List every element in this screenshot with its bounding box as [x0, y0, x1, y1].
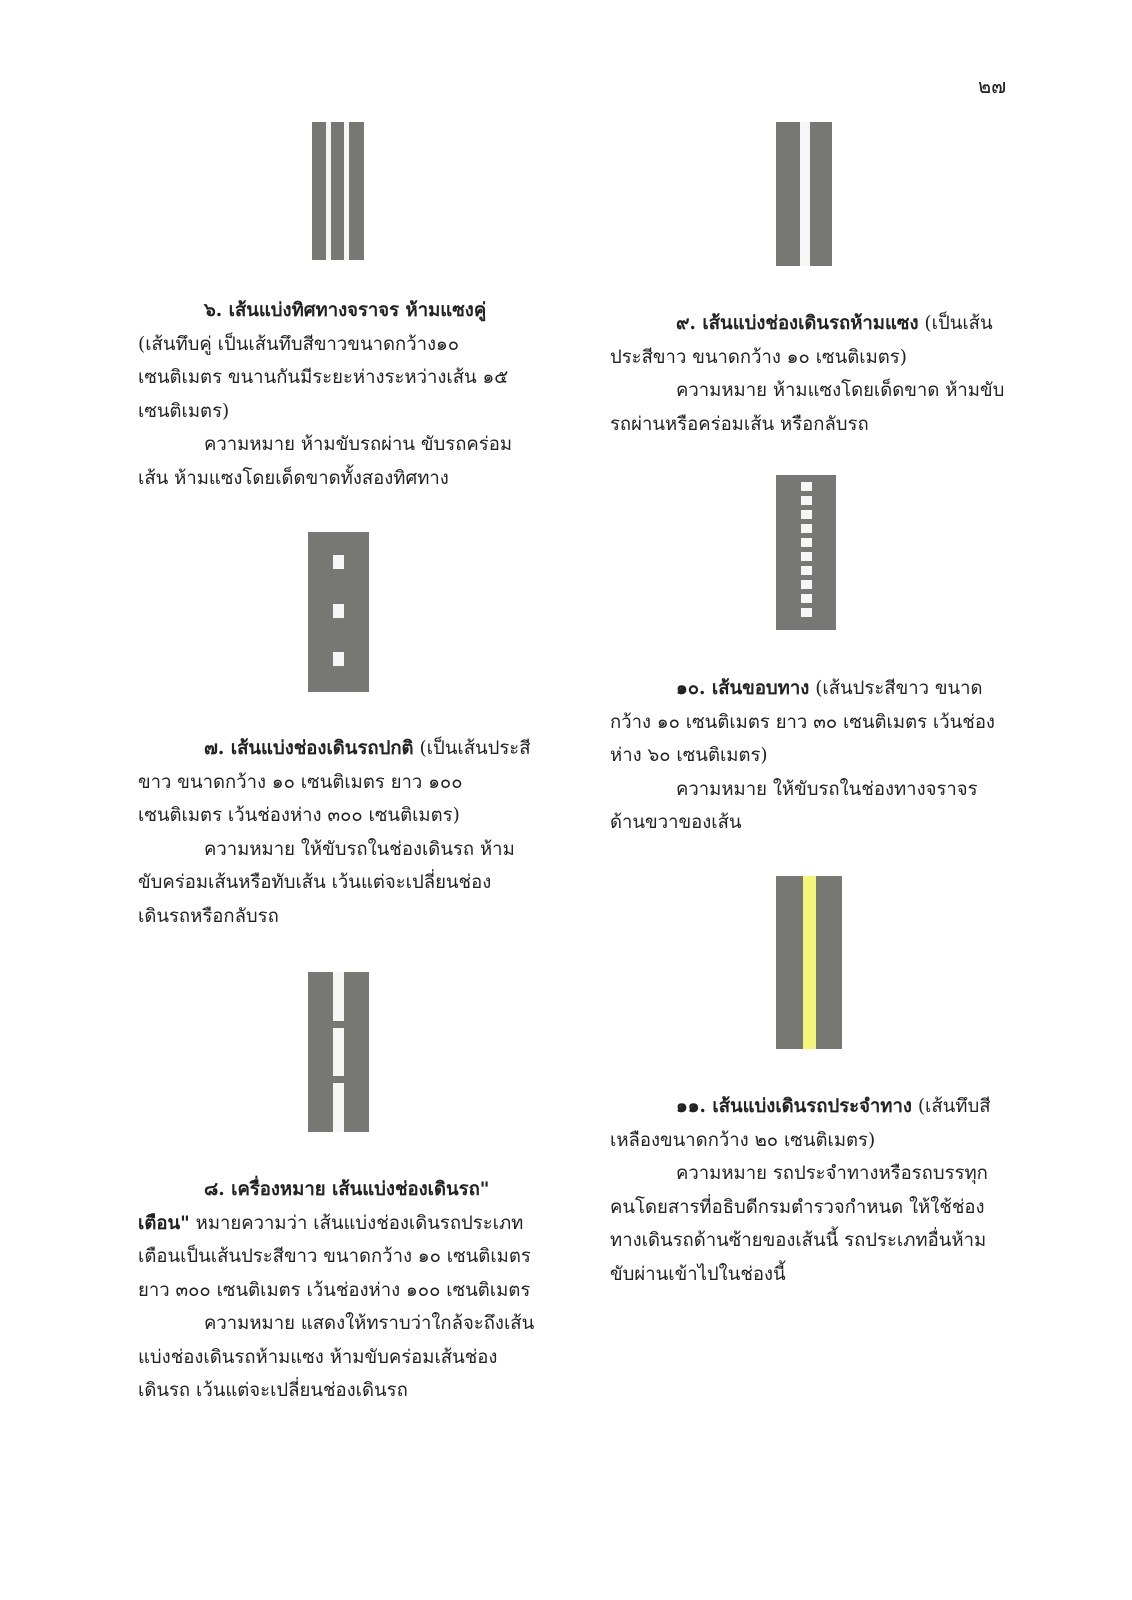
double-solid-line-diagram [312, 122, 364, 260]
warning-dash [333, 972, 344, 1021]
warning-dash [333, 1083, 344, 1132]
item-9-description: (เป็นเส้นประสีขาว ขนาดกว้าง ๑๐ เซนติเมตร) [610, 313, 993, 368]
edge-dash [801, 608, 812, 617]
edge-dash [801, 510, 812, 519]
solid-white-line-left [326, 122, 331, 260]
item-8 [138, 1173, 538, 1408]
item-8-description: หมายความว่า เส้นแบ่งช่องเดินรถประเภทเตือนเป็นเส้นประสีขาว ขนาดกว้าง ๑๐ เซนติเมตร ยาว ๓๐๐ เซนติเมตร เว้นช่องห่าง ๑๐๐ เซนติเมตร [138, 1212, 531, 1301]
normal-lane-line-diagram [308, 532, 369, 692]
item-9 [610, 307, 1010, 441]
edge-dash [801, 482, 812, 491]
item-7-title: ๗. เส้นแบ่งช่องเดินรถปกติ [204, 738, 414, 759]
item-9-meaning: ความหมาย ห้ามแซงโดยเด็ดขาด ห้ามขับรถผ่านหรือคร่อมเส้น หรือกลับรถ [610, 380, 1005, 435]
edge-dash [801, 580, 812, 589]
item-10-meaning: ความหมาย ให้ขับรถในช่องทางจราจรด้านขวาของเส้น [610, 778, 978, 833]
page-number: ๒๗ [978, 74, 1007, 98]
single-solid-line-diagram [776, 122, 832, 266]
edge-line-diagram [776, 475, 836, 630]
item-7-description: (เป็นเส้นประสีขาว ขนาดกว้าง ๑๐ เซนติเมตร ยาว ๑๐๐ เซนติเมตร เว้นช่องห่าง ๓๐๐ เซนติเมตร) [138, 738, 531, 826]
edge-dash [801, 496, 812, 505]
item-11-meaning: ความหมาย รถประจำทางหรือรถบรรทุกคนโดยสารที่อธิบดีกรมตำรวจกำหนด ให้ใช้ช่องทางเดินรถด้านซ้ายของเส้นนี้ รถประเภทอื่นห้ามขับผ่านเข้าไปในช่องนี้ [610, 1163, 988, 1285]
item-11 [610, 1090, 1010, 1291]
item-8-meaning: ความหมาย แสดงให้ทราบว่าใกล้จะถึงเส้นแบ่งช่องเดินรถห้ามแซง ห้ามขับคร่อมเส้นช่องเดินรถ เว้นแต่จะเปลี่ยนช่องเดินรถ [138, 1313, 535, 1401]
item-10-description: (เส้นประสีขาว ขนาดกว้าง ๑๐ เซนติเมตร ยาว ๓๐ เซนติเมตร เว้นช่องห่าง ๖๐ เซนติเมตร) [610, 678, 995, 766]
item-6-meaning: ความหมาย ห้ามขับรถผ่าน ขับรถคร่อมเส้น ห้ามแซงโดยเด็ดขาดทั้งสองทิศทาง [138, 434, 513, 489]
edge-dash [801, 552, 812, 561]
item-9-title: ๙. เส้นแบ่งช่องเดินรถห้ามแซง [676, 313, 919, 334]
item-7 [138, 732, 538, 933]
item-7-meaning: ความหมาย ให้ขับรถในช่องเดินรถ ห้ามขับคร่อมเส้นหรือทับเส้น เว้นแต่จะเปลี่ยนช่องเดินรถหรือกลับรถ [138, 838, 515, 927]
bus-lane-line-diagram [776, 876, 842, 1049]
solid-white-line [800, 122, 810, 266]
item-8-title: ๘. เครื่องหมาย เส้นแบ่งช่องเดินรถ" เตือน" [138, 1179, 490, 1234]
lane-dash [333, 652, 344, 666]
item-6 [138, 294, 538, 495]
item-10-title: ๑๐. เส้นขอบทาง [676, 678, 810, 699]
item-6-title: ๖. เส้นแบ่งทิศทางจราจร ห้ามแซงคู่ [204, 300, 487, 321]
item-10 [610, 672, 1010, 840]
edge-dash [801, 538, 812, 547]
edge-dash [801, 594, 812, 603]
edge-dash [801, 566, 812, 575]
lane-dash [333, 555, 344, 569]
solid-yellow-line [803, 876, 816, 1049]
edge-dash [801, 524, 812, 533]
lane-dash [333, 604, 344, 618]
item-11-description: (เส้นทึบสีเหลืองขนาดกว้าง ๒๐ เซนติเมตร) [610, 1096, 991, 1151]
solid-white-line-right [344, 122, 349, 260]
item-6-description: (เส้นทึบคู่ เป็นเส้นทึบสีขาวขนาดกว้าง๑๐ เซนติเมตร ขนานกันมีระยะห่างระหว่างเส้น ๑๕ เซนติเมตร) [138, 333, 509, 422]
warning-dash [333, 1028, 344, 1076]
item-11-title: ๑๑. เส้นแบ่งเดินรถประจำทาง [676, 1096, 912, 1117]
warning-lane-line-diagram [308, 972, 369, 1132]
